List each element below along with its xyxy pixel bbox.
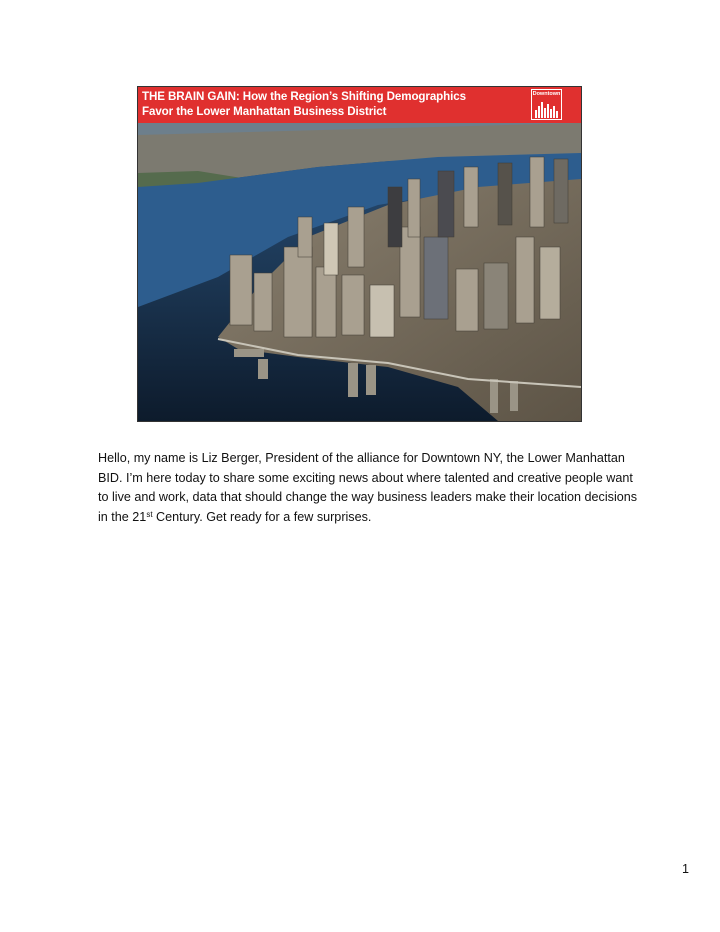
slide-thumbnail <box>137 86 582 422</box>
slide-title <box>142 90 527 119</box>
aerial-city-photo-icon <box>138 87 581 421</box>
slide-title-line-1: THE BRAIN GAIN: How the Region’s Shifting Demographics <box>142 90 466 103</box>
skyline-icon <box>535 100 558 118</box>
slide-title-line-2: Favor the Lower Manhattan Business District <box>142 104 387 118</box>
notes-text-part-1: Hello, my name is Liz Berger, President of the alliance for Downtown NY, the Lower Manhattan BID. I’m here today to share some exciting news about where talented and creative people want to live and work, data that should change the way business leaders make their location decisions in the 21 <box>98 451 638 524</box>
speaker-notes <box>98 449 638 527</box>
slide-title-banner <box>138 87 581 123</box>
downtown-logo <box>531 89 562 120</box>
notes-text-part-2: Century. Get ready for a few surprises. <box>152 509 372 524</box>
page-number: 1 <box>681 862 689 876</box>
notes-superscript: st <box>146 509 153 519</box>
logo-text: Downtown <box>532 91 561 97</box>
